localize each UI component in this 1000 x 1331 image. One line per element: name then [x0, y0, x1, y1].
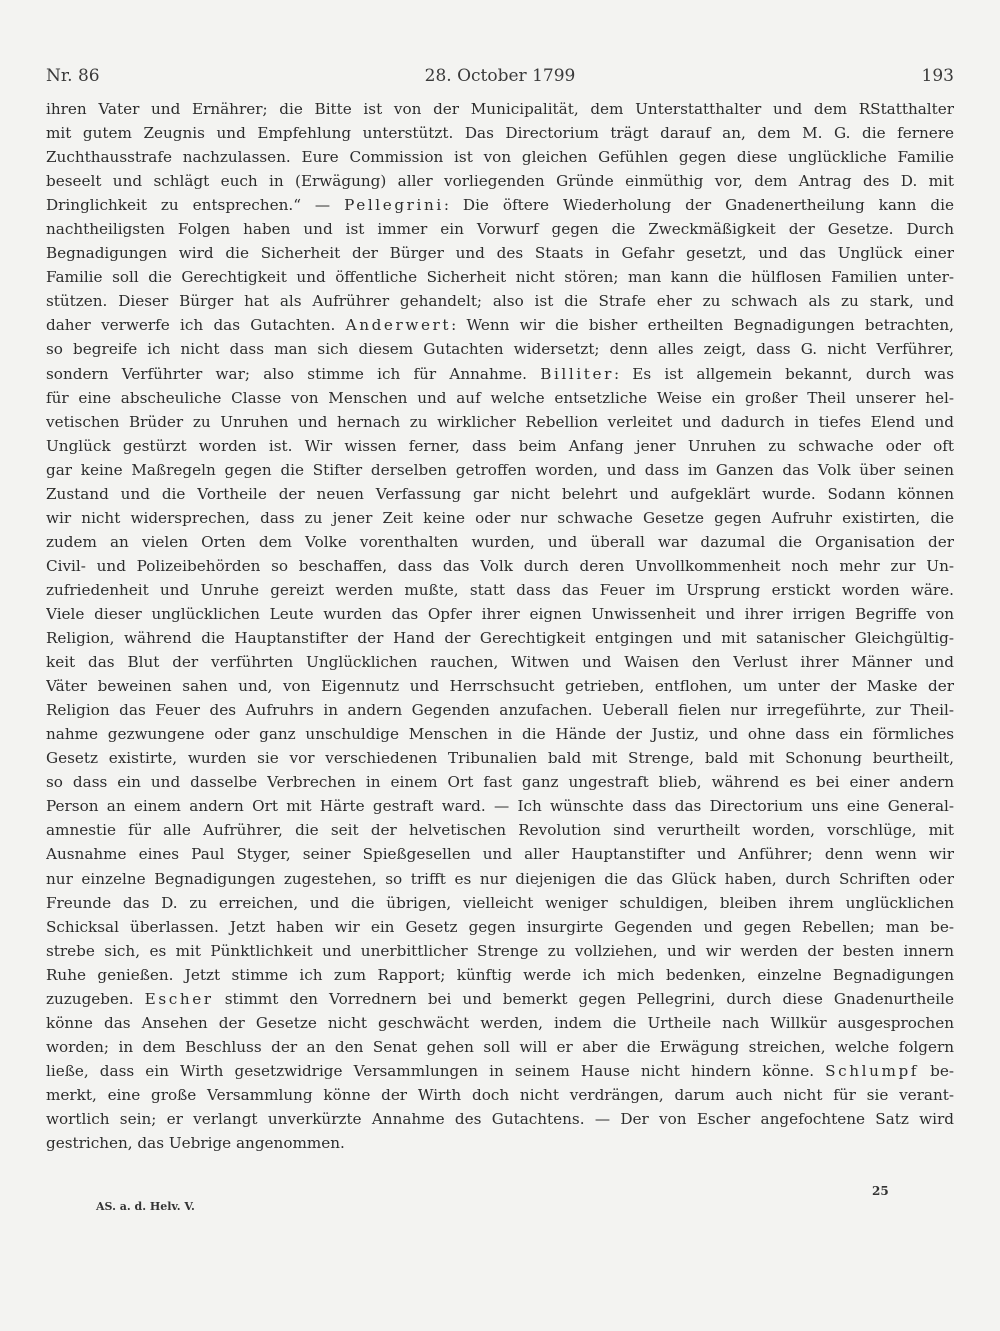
speaker-name: Pellegrini: [344, 196, 444, 215]
text-segment: Zustand und die Vortheile der neuen Verfassung gar nicht belehrt und aufgeklärt wurde. Sodann können: [46, 484, 954, 503]
text-segment: stimmt den Vorrednern bei und bemerkt gegen Pellegrini, durch diese Gnadenurtheile: [213, 989, 954, 1008]
text-segment: Väter beweinen sahen und, von Eigennutz und Herrschsucht getrieben, entflohen, um unter der Maske der: [46, 677, 954, 696]
text-line: [46, 458, 954, 482]
text-line: [46, 939, 954, 963]
text-segment: Person an einem andern Ort mit Härte gestraft ward. — Ich wünschte dass das Directorium uns eine General-: [46, 797, 954, 816]
body-text: [46, 97, 954, 1155]
page-number: 193: [921, 66, 954, 86]
text-line: [46, 602, 954, 626]
text-segment: ihren Vater und Ernährer; die Bitte ist von der Municipalität, dem Unterstatthalter und dem RStatthalter: [46, 100, 954, 118]
text-line: [46, 482, 954, 506]
text-line: [46, 265, 954, 289]
text-segment: Ausnahme eines Paul Styger, seiner Spießgesellen und aller Hauptanstifter und Anführer; denn wenn wir: [46, 845, 954, 864]
text-segment: Unglück gestürzt worden ist. Wir wissen ferner, dass beim Anfang jener Unruhen zu schwache oder oft: [46, 436, 954, 455]
text-segment: nur einzelne Begnadigungen zugestehen, so trifft es nur diejenigen die das Glück haben, durch Schriften oder: [46, 869, 954, 888]
text-segment: : Die öftere Wiederholung der Gnadenertheilung kann die: [443, 196, 954, 215]
text-line: [46, 506, 954, 530]
text-line: [46, 1035, 954, 1059]
text-line: [46, 698, 954, 722]
text-segment: strebe sich, es mit Pünktlichkeit und unerbittlicher Strenge zu vollziehen, und wir werden der besten innern: [46, 941, 954, 960]
text-segment: keit das Blut der verführten Unglücklichen rauchen, Witwen und Waisen den Verlust ihrer Männer und: [46, 653, 954, 672]
text-line: [46, 241, 954, 265]
text-segment: be-: [919, 1061, 954, 1080]
text-line: [46, 386, 954, 410]
text-line: [46, 410, 954, 434]
text-line: [46, 145, 954, 169]
text-line: [46, 746, 954, 770]
text-segment: Religion, während die Hauptanstifter der Hand der Gerechtigkeit entgingen und mit satanischer Gleichgültig-: [46, 629, 954, 648]
text-line: [46, 578, 954, 602]
text-segment: stützen. Dieser Bürger hat als Aufrührer gehandelt; also ist die Strafe eher zu schwach als zu stark, und: [46, 292, 954, 311]
text-line: [46, 794, 954, 818]
signature-mark: AS. a. d. Helv. V.: [96, 1200, 195, 1213]
text-line: [46, 987, 954, 1011]
text-segment: : Es ist allgemein bekannt, durch was: [613, 364, 954, 383]
text-segment: gestrichen, das Uebrige angenommen.: [46, 1134, 345, 1153]
text-line: [46, 1011, 954, 1035]
text-line: [46, 867, 954, 891]
text-segment: worden; in dem Beschluss der an den Senat gehen soll will er aber die Erwägung streichen, welche folgern: [46, 1037, 954, 1056]
text-line: [46, 193, 954, 217]
text-line: [46, 530, 954, 554]
text-segment: beseelt und schlägt euch in (Erwägung) aller vorliegenden Gründe einmüthig vor, dem Antrag des D. mit: [46, 172, 954, 191]
text-line: [46, 289, 954, 313]
speaker-name: Escher: [144, 989, 214, 1008]
text-line: [46, 626, 954, 650]
text-line: [46, 169, 954, 193]
text-segment: so dass ein und dasselbe Verbrechen in einem Ort fast ganz ungestraft blieb, während es bei einer andern: [46, 773, 954, 792]
document-number: Nr. 86: [46, 66, 100, 86]
text-segment: Zuchthausstrafe nachzulassen. Eure Commission ist von gleichen Gefühlen gegen diese unglückliche Familie: [46, 148, 954, 167]
text-segment: ließe, dass ein Wirth gesetzwidrige Versammlungen in seinem Hause nicht hindern könne.: [46, 1061, 826, 1080]
text-line: [46, 1131, 954, 1155]
text-segment: zuzugeben.: [46, 989, 145, 1008]
text-line: [46, 1059, 954, 1083]
text-line: [46, 963, 954, 987]
speaker-name: Anderwert: [345, 316, 452, 335]
text-segment: Familie soll die Gerechtigkeit und öffentliche Sicherheit nicht stören; man kann die hülflosen Familien unter-: [46, 268, 954, 287]
text-line: [46, 313, 954, 337]
document-date: 28. October 1799: [424, 66, 576, 86]
text-line: [46, 674, 954, 698]
text-line: [46, 434, 954, 458]
text-segment: merkt, eine große Versammlung könne der Wirth doch nicht verdrängen, darum auch nicht für sie verant-: [46, 1085, 954, 1104]
text-line: [46, 121, 954, 145]
text-segment: daher verwerfe ich das Gutachten.: [46, 316, 346, 335]
text-segment: zudem an vielen Orten dem Volke vorenthalten wurden, und überall war dazumal die Organisation der: [46, 532, 954, 551]
text-segment: Freunde das D. zu erreichen, und die übrigen, vielleicht weniger schuldigen, bleiben ihrem unglücklichen: [46, 893, 954, 912]
text-line: [46, 1083, 954, 1107]
text-line: [46, 217, 954, 241]
text-line: [46, 650, 954, 674]
text-segment: Viele dieser unglücklichen Leute wurden das Opfer ihrer eignen Unwissenheit und ihrer irrigen Begriffe von: [46, 604, 954, 623]
text-segment: für eine abscheuliche Classe von Menschen und auf welche entsetzliche Weise ein großer Theil unserer hel-: [46, 388, 954, 407]
speaker-name: Billiter: [540, 364, 614, 383]
text-segment: Religion das Feuer des Aufruhrs in andern Gegenden anzufachen. Ueberall fielen nur irregeführte, zur Theil-: [46, 701, 954, 720]
text-line: [46, 770, 954, 794]
text-segment: so begreife ich nicht dass man sich diesem Gutachten widersetzt; denn alles zeigt, dass G. nicht Verführer,: [46, 340, 954, 359]
text-segment: Ruhe genießen. Jetzt stimme ich zum Rapport; künftig werde ich mich bedenken, einzelne Begnadigungen: [46, 965, 954, 984]
speaker-name: Schlumpf: [825, 1061, 920, 1080]
text-line: [46, 915, 954, 939]
text-segment: zufriedenheit und Unruhe gereizt werden mußte, statt dass das Feuer im Ursprung erstickt worden wäre.: [46, 580, 954, 599]
text-line: [46, 337, 954, 361]
text-line: [46, 891, 954, 915]
text-segment: gar keine Maßregeln gegen die Stifter derselben getroffen worden, und dass im Ganzen das Volk über seinen: [46, 460, 954, 479]
text-segment: Begnadigungen wird die Sicherheit der Bürger und des Staats in Gefahr gesetzt, und das Unglück einer: [46, 244, 954, 263]
text-segment: sondern Verführter war; also stimme ich für Annahme.: [46, 364, 541, 383]
text-line: [46, 722, 954, 746]
running-head: [46, 66, 954, 92]
text-segment: wir nicht widersprechen, dass zu jener Zeit keine oder nur schwache Gesetze gegen Aufruhr existirten, die: [46, 508, 954, 527]
text-line: [46, 1107, 954, 1131]
text-segment: amnestie für alle Aufrührer, die seit der helvetischen Revolution sind verurtheilt worden, vorschlüge, mit: [46, 821, 954, 840]
text-segment: : Wenn wir die bisher ertheilten Begnadigungen betrachten,: [451, 316, 954, 335]
text-line: [46, 362, 954, 386]
text-segment: mit gutem Zeugnis und Empfehlung unterstützt. Das Directorium trägt darauf an, dem M. G. die fernere: [46, 124, 954, 143]
text-segment: wortlich sein; er verlangt unverkürzte Annahme des Gutachtens. — Der von Escher angefochtene Satz wird: [46, 1109, 954, 1128]
sheet-number: 25: [872, 1184, 889, 1198]
text-segment: Dringlichkeit zu entsprechen.“ —: [46, 196, 345, 215]
text-segment: vetischen Brüder zu Unruhen und hernach zu wirklicher Rebellion verleitet und dadurch in tiefes Elend und: [46, 412, 954, 431]
text-segment: könne das Ansehen der Gesetze nicht geschwächt werden, indem die Urtheile nach Willkür ausgesprochen: [46, 1013, 954, 1032]
text-segment: nachtheiligsten Folgen haben und ist immer ein Vorwurf gegen die Zweckmäßigkeit der Gesetze. Durch: [46, 220, 954, 239]
text-segment: Schicksal überlassen. Jetzt haben wir ein Gesetz gegen insurgirte Gegenden und gegen Rebellen; man be-: [46, 917, 954, 936]
text-segment: Gesetz existirte, wurden sie vor verschiedenen Tribunalien bald mit Strenge, bald mit Schonung beurtheilt,: [46, 749, 954, 768]
text-segment: Civil- und Polizeibehörden so beschaffen, dass das Volk durch deren Unvollkommenheit noch mehr zur Un-: [46, 556, 954, 575]
text-line: [46, 554, 954, 578]
text-line: [46, 842, 954, 866]
text-line: [46, 818, 954, 842]
text-segment: nahme gezwungene oder ganz unschuldige Menschen in die Hände der Justiz, und ohne dass ein förmliches: [46, 725, 954, 744]
text-line: [46, 97, 954, 121]
